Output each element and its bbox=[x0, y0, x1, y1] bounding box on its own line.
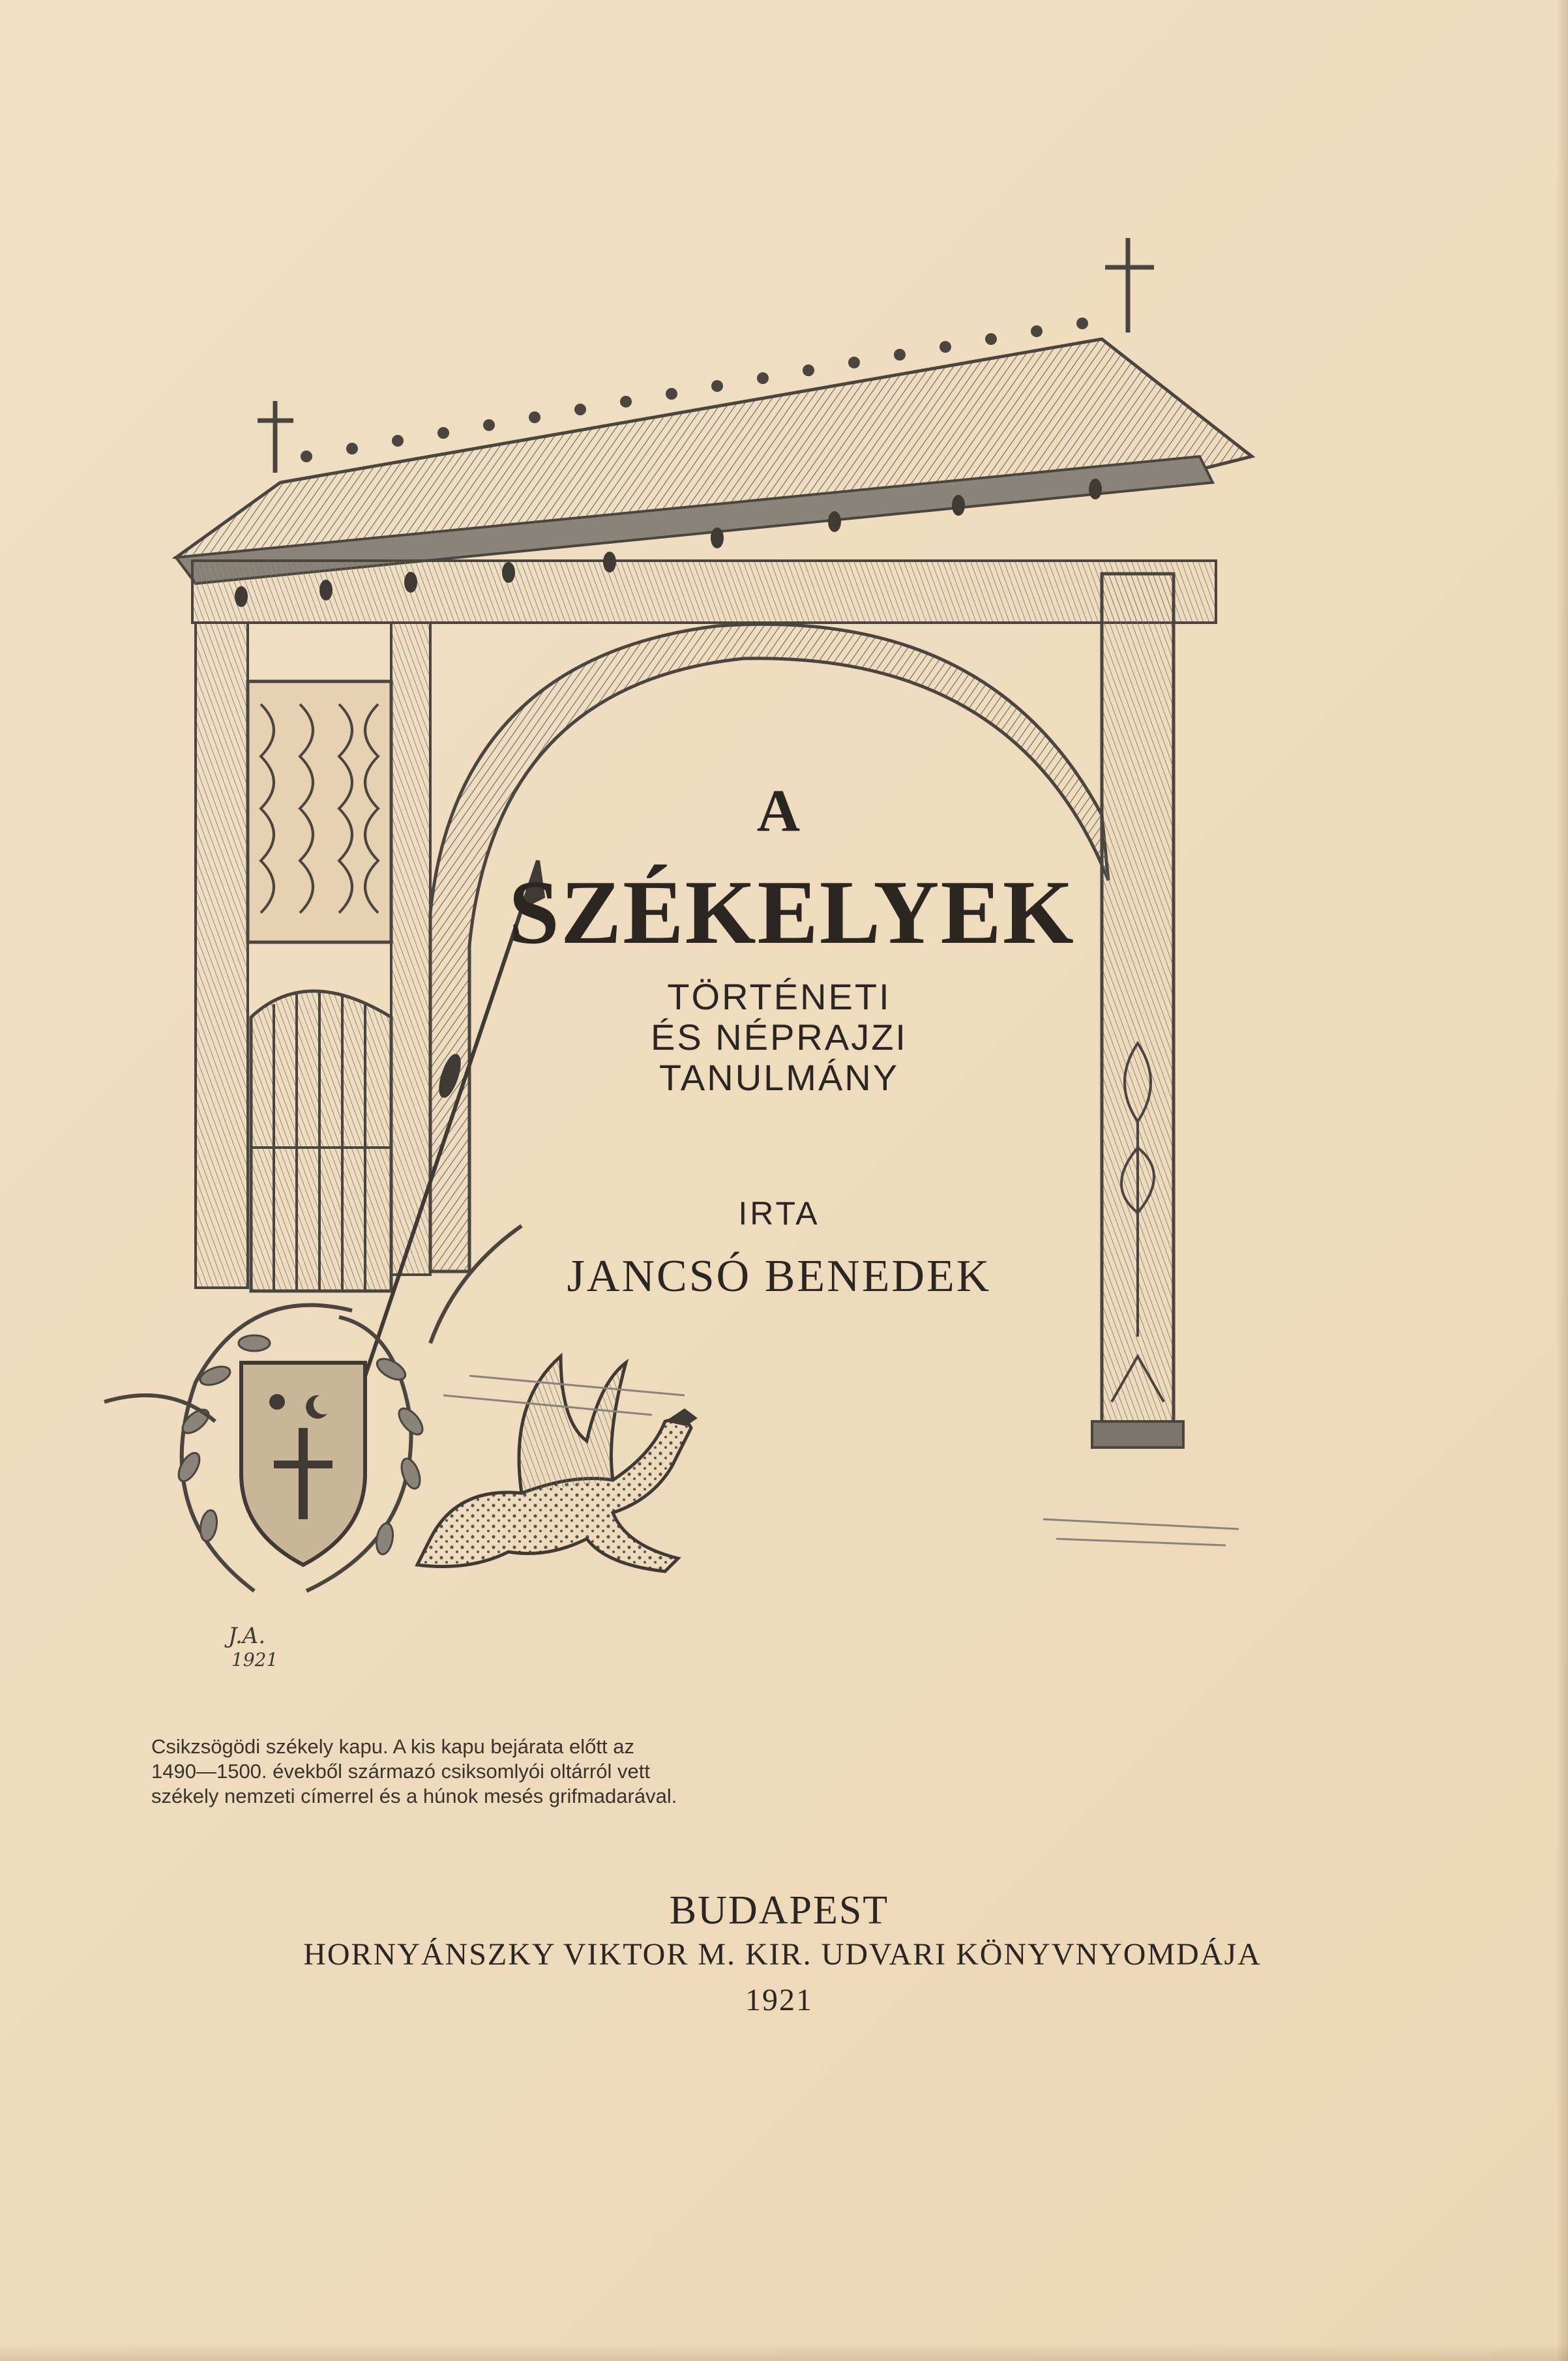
caption-line: székely nemzeti címerrel és a húnok mesés grifmadarával. bbox=[151, 1785, 677, 1807]
small-gate-door bbox=[251, 991, 391, 1291]
page-title: SZÉKELYEK bbox=[509, 862, 1075, 963]
coat-of-arms-icon bbox=[241, 1363, 365, 1565]
subtitle bbox=[606, 977, 952, 1098]
subtitle-line: ÉS NÉPRAJZI bbox=[651, 1017, 908, 1058]
subtitle-line: TANULMÁNY bbox=[658, 1057, 900, 1098]
svg-text:1921: 1921 bbox=[231, 1649, 278, 1671]
imprint-year: 1921 bbox=[745, 1983, 813, 2017]
caption-line: Csikzsögödi székely kapu. A kis kapu bejárata előtt az bbox=[151, 1735, 634, 1758]
imprint-city: BUDAPEST bbox=[669, 1888, 889, 1933]
imprint-press: HORNYÁNSZKY VIKTOR M. KIR. UDVARI KÖNYVNYOMDÁJA bbox=[303, 1937, 1262, 1972]
caption-line: 1490—1500. évekből származó csiksomlyói oltárról vett bbox=[151, 1760, 651, 1783]
page-edge-shadow bbox=[0, 2344, 1568, 2361]
title-article: A bbox=[756, 777, 802, 844]
by-label: IRTA bbox=[738, 1195, 820, 1232]
griffin-icon bbox=[417, 1356, 698, 1571]
right-gate-post bbox=[1092, 574, 1183, 1448]
subtitle-line: TÖRTÉNETI bbox=[667, 976, 891, 1017]
lattice-panel bbox=[248, 681, 391, 942]
author-name: JANCSÓ BENEDEK bbox=[567, 1251, 992, 1301]
svg-text:J.A.: J.A. bbox=[228, 1623, 266, 1649]
artist-signature bbox=[224, 1623, 278, 1671]
illustration-caption bbox=[151, 1734, 725, 1809]
